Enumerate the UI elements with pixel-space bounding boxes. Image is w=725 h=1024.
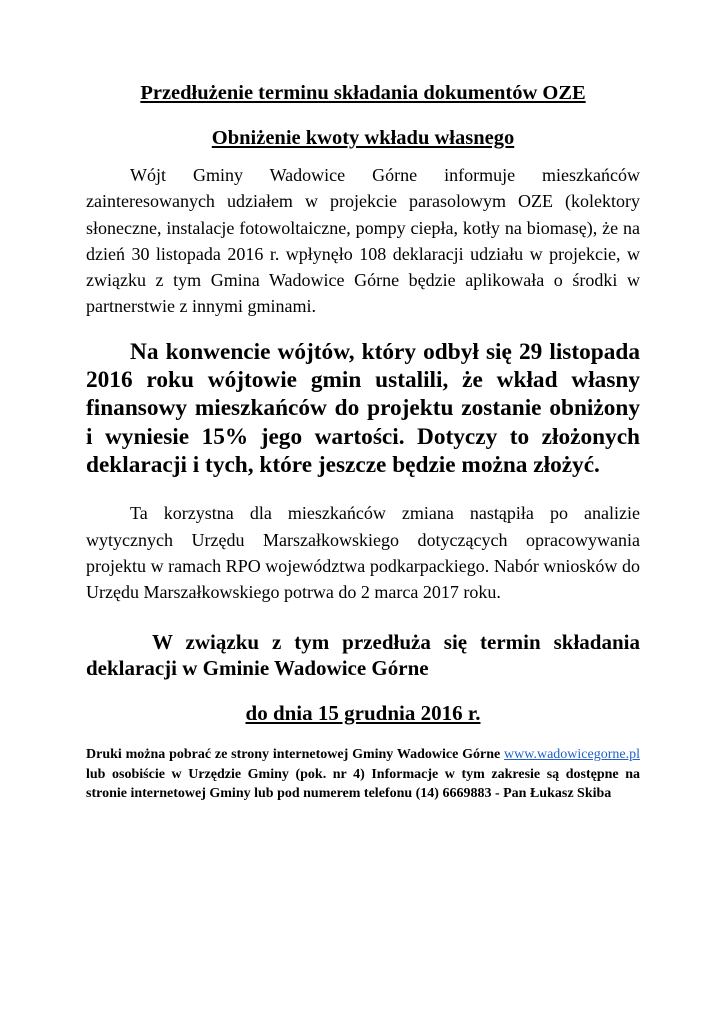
- website-link[interactable]: www.wadowicegorne.pl: [504, 747, 640, 763]
- paragraph-extension-notice: W związku z tym przedłuża się termin składania deklaracji w Gminie Wadowice Górne: [86, 630, 640, 681]
- document-page: [86, 80, 640, 804]
- document-title: Przedłużenie terminu składania dokumentów OZE: [140, 82, 586, 104]
- document-subtitle: Obniżenie kwoty wkładu własnego: [211, 127, 515, 149]
- deadline-date: do dnia 15 grudnia 2016 r.: [245, 701, 481, 726]
- footer-info: [86, 745, 640, 804]
- footer-text-before-link: Druki można pobrać ze strony internetowej Gminy Wadowice Górne: [86, 747, 505, 763]
- paragraph-announcement: Wójt Gminy Wadowice Górne informuje mieszkańców zainteresowanych udziałem w projekcie parasolowym OZE (kolektory słoneczne, instalacje fotowoltaiczne, pompy ciepła, kotły na biomasę), że na dzień 30 listopada 2016 r. wpłynęło 108 deklaracji udziału w projekcie, w związku z tym Gmina Wadowice Górne będzie aplikowała o środki w partnerstwie z innymi gminami.: [86, 165, 640, 317]
- footer-text-after-link: lub osobiście w Urzędzie Gminy (pok. nr 4) Informacje w tym zakresie są dostępne na stronie internetowej Gminy lub pod numerem telefonu (14) 6669883 - Pan Łukasz Skiba: [86, 766, 640, 802]
- paragraph-convention-decision: Na konwencie wójtów, który odbył się 29 listopada 2016 roku wójtowie gmin ustalili, że wkład własny finansowy mieszkańców do projektu zostanie obniżony i wyniesie 15% jego wartości. Dotyczy to złożonych deklaracji i tych, które jeszcze będzie można złożyć.: [86, 338, 640, 478]
- paragraph-change-reason: Ta korzystna dla mieszkańców zmiana nastąpiła po analizie wytycznych Urzędu Marszałkowskiego dotyczących opracowywania projektu w ramach RPO województwa podkarpackiego. Nabór wniosków do Urzędu Marszałkowskiego potrwa do 2 marca 2017 roku.: [86, 503, 640, 603]
